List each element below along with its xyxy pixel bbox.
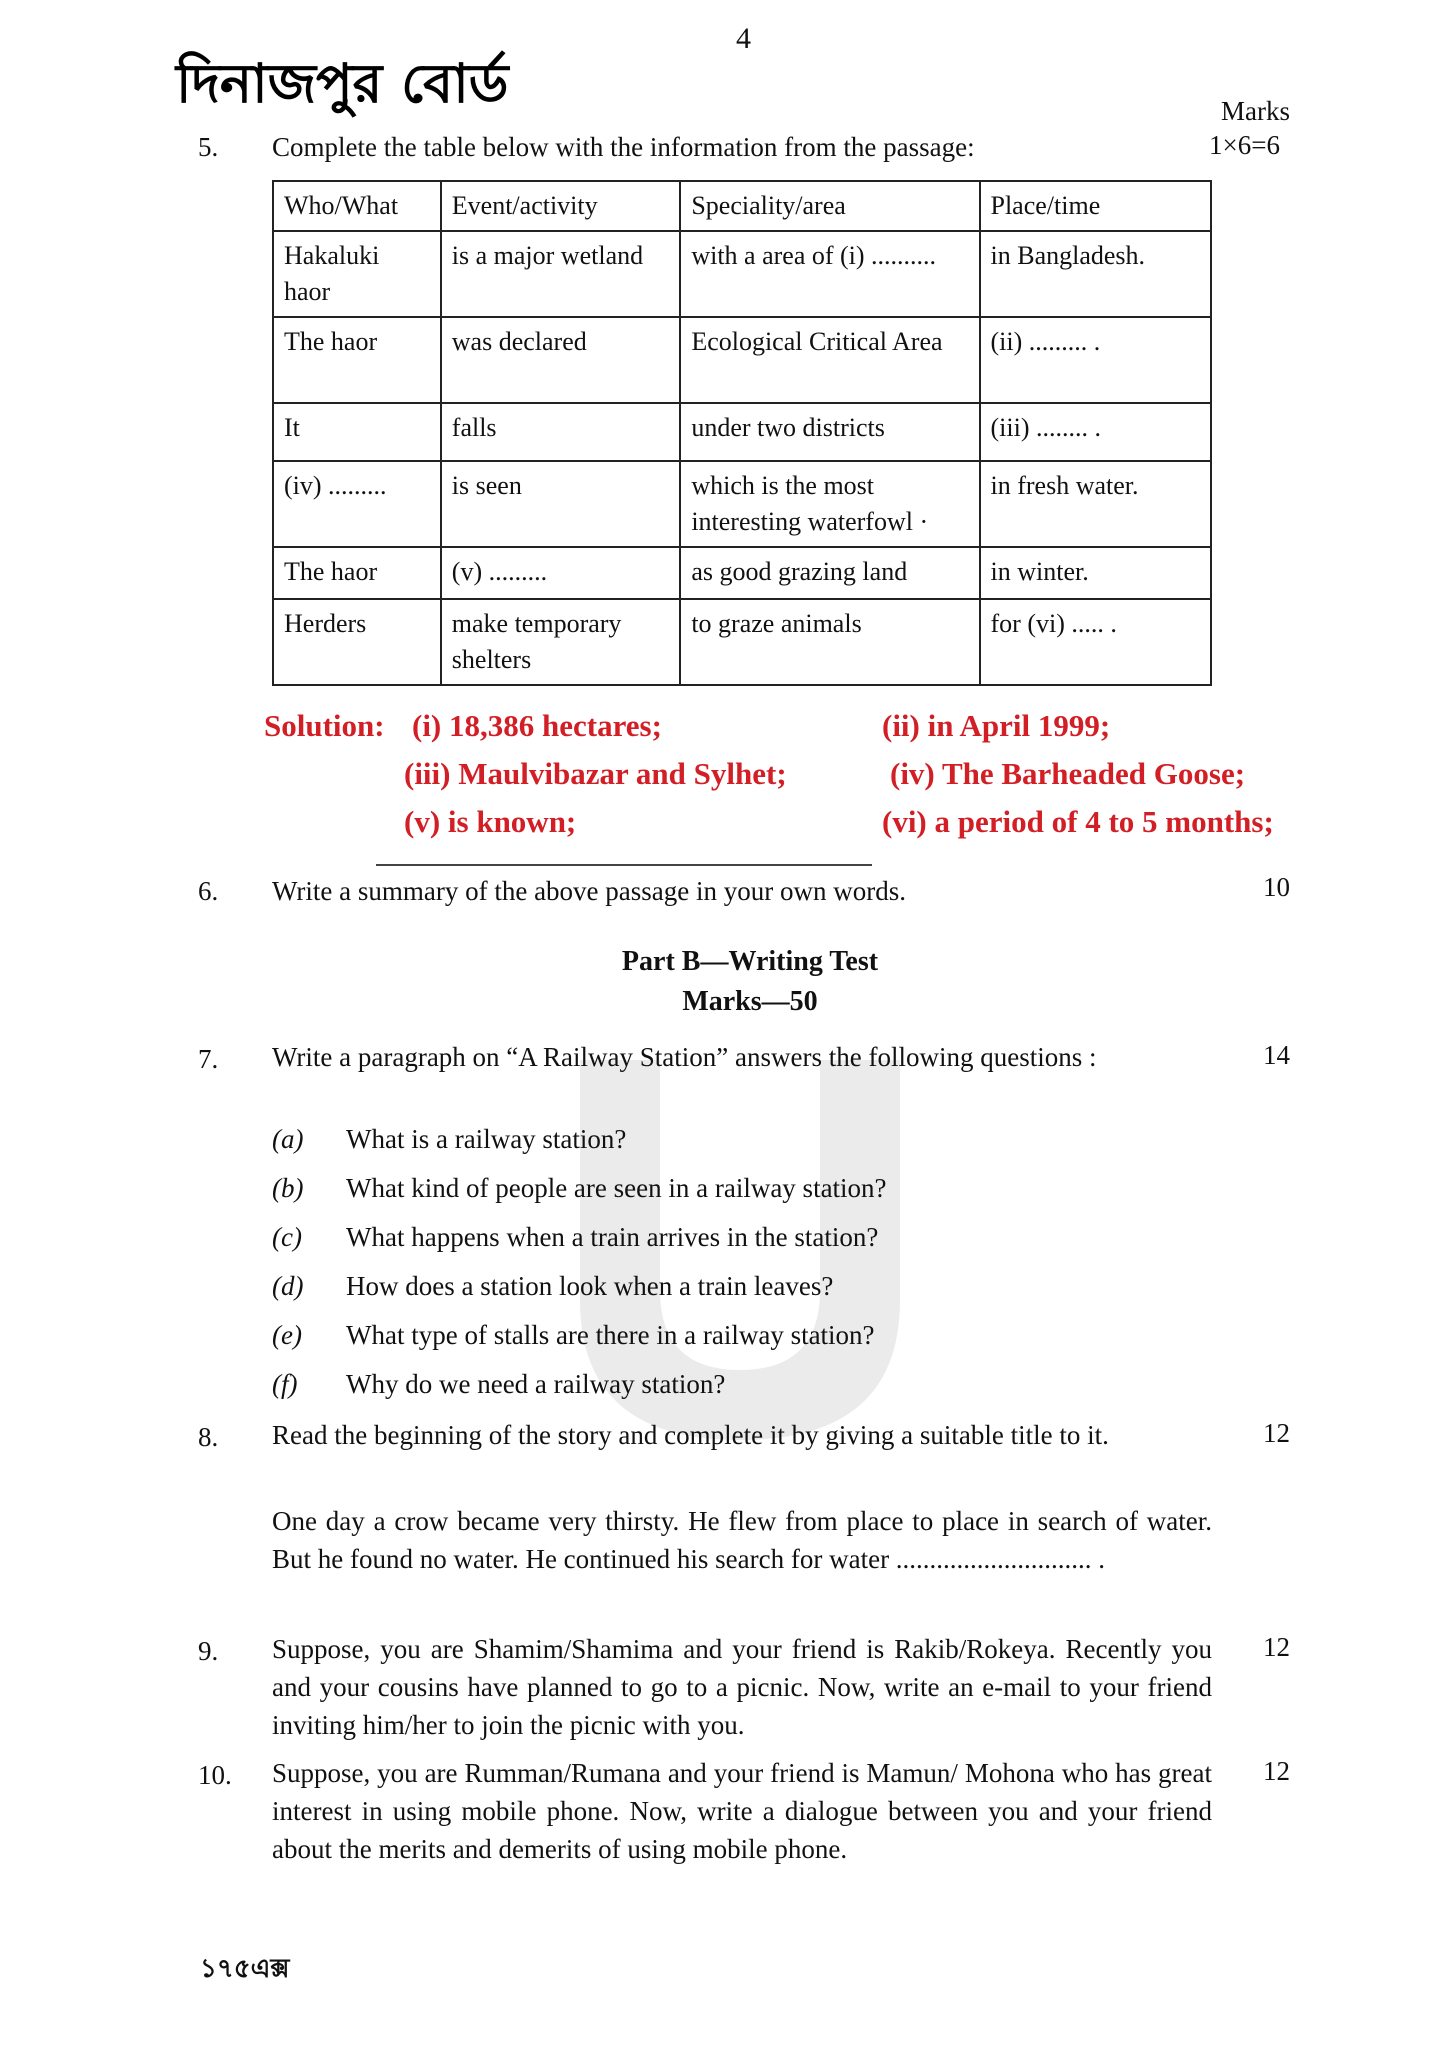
option-text: How does a station look when a train leaves? (346, 1271, 834, 1301)
table-header-row (273, 181, 1211, 231)
table-cell: Hakaluki haor (273, 231, 441, 317)
table-header: Place/time (980, 181, 1212, 231)
table-cell: The haor (273, 317, 441, 403)
solution-vi: (vi) a period of 4 to 5 months; (882, 804, 1274, 839)
question-number: 6. (198, 876, 219, 906)
solution-iv: (iv) The Barheaded Goose; (890, 756, 1246, 791)
question-number: 7. (198, 1044, 219, 1074)
table-header: Who/What (273, 181, 441, 231)
part-b-title: Part B—Writing Test (621, 946, 879, 977)
option-label: (b) (272, 1173, 304, 1203)
question-text: Suppose, you are Shamim/Shamima and your friend is Rakib/Rokeya. Recently you and your cousins have planned to go to a picnic. Now, write an e-mail to your friend inviting him/her to join the picnic with you. (272, 1634, 1212, 1740)
question-marks: 12 (1263, 1632, 1290, 1662)
option-label: (a) (272, 1124, 304, 1154)
page-number: 4 (736, 22, 751, 55)
marks-heading: Marks (1221, 96, 1290, 126)
table-row (273, 231, 1211, 317)
option-label: (f) (272, 1369, 298, 1399)
part-b-marks: Marks—50 (682, 986, 818, 1017)
table-cell: to graze animals (680, 599, 979, 685)
table-cell: Ecological Critical Area (680, 317, 979, 403)
question-marks: 12 (1263, 1418, 1290, 1448)
question-number: 10. (198, 1760, 232, 1790)
option-text: What happens when a train arrives in the station? (346, 1222, 879, 1252)
table-cell: It (273, 403, 441, 461)
table-cell: (ii) ......... . (980, 317, 1212, 403)
question-number: 9. (198, 1636, 219, 1666)
option-label: (c) (272, 1222, 302, 1252)
table-cell: The haor (273, 547, 441, 599)
table-cell: under two districts (680, 403, 979, 461)
question-marks: 14 (1263, 1040, 1290, 1070)
option-text: What type of stalls are there in a railway station? (346, 1320, 875, 1350)
question-number: 5. (198, 132, 219, 162)
table-cell: is a major wetland (441, 231, 681, 317)
table-cell: (iv) ......... (273, 461, 441, 547)
question-number: 8. (198, 1422, 219, 1452)
option-text: What kind of people are seen in a railway station? (346, 1173, 887, 1203)
info-table (272, 180, 1212, 686)
table-cell: (v) ......... (441, 547, 681, 599)
option-label: (e) (272, 1320, 302, 1350)
table-row (273, 317, 1211, 403)
table-cell: is seen (441, 461, 681, 547)
option-text: Why do we need a railway station? (346, 1369, 726, 1399)
table-cell: for (vi) ..... . (980, 599, 1212, 685)
table-cell: was declared (441, 317, 681, 403)
solution-ii: (ii) in April 1999; (882, 708, 1111, 743)
table-cell: which is the most interesting waterfowl · (680, 461, 979, 547)
solution-v: (v) is known; (404, 804, 577, 839)
divider-line (376, 864, 872, 866)
table-cell: in fresh water. (980, 461, 1212, 547)
table-cell: make temporary shelters (441, 599, 681, 685)
table-cell: (iii) ........ . (980, 403, 1212, 461)
question-text: Read the beginning of the story and complete it by giving a suitable title to it. (272, 1420, 1109, 1450)
table-cell: as good grazing land (680, 547, 979, 599)
solution-label: Solution: (264, 708, 385, 743)
table-cell: in Bangladesh. (980, 231, 1212, 317)
story-text: One day a crow became very thirsty. He flew from place to place in search of water. But he found no water. He continued his search for water ............................. . (272, 1506, 1212, 1574)
question-text: Complete the table below with the information from the passage: (272, 132, 975, 162)
question-text: Write a paragraph on “A Railway Station” answers the following questions : (272, 1042, 1097, 1072)
question-marks: 1×6=6 (1209, 130, 1280, 160)
table-cell: Herders (273, 599, 441, 685)
table-header: Event/activity (441, 181, 681, 231)
solution-iii: (iii) Maulvibazar and Sylhet; (404, 756, 787, 791)
table-row (273, 403, 1211, 461)
table-cell: falls (441, 403, 681, 461)
table-row (273, 461, 1211, 547)
option-text: What is a railway station? (346, 1124, 627, 1154)
question-marks: 10 (1263, 872, 1290, 902)
table-header: Speciality/area (680, 181, 979, 231)
option-label: (d) (272, 1271, 304, 1301)
footer-code: ১৭৫এক্স (200, 1954, 290, 1984)
question-text: Suppose, you are Rumman/Rumana and your friend is Mamun/ Mohona who has great interest in using mobile phone. Now, write a dialogue between you and your friend about the merits and demerits of using mobile phone. (272, 1758, 1212, 1864)
table-cell: in winter. (980, 547, 1212, 599)
solution-i: (i) 18,386 hectares; (412, 708, 662, 743)
table-cell: with a area of (i) .......... (680, 231, 979, 317)
question-text: Write a summary of the above passage in your own words. (272, 876, 906, 906)
table-row (273, 599, 1211, 685)
board-title: দিনাজপুর বোর্ড (176, 52, 509, 115)
question-marks: 12 (1263, 1756, 1290, 1786)
table-row (273, 547, 1211, 599)
